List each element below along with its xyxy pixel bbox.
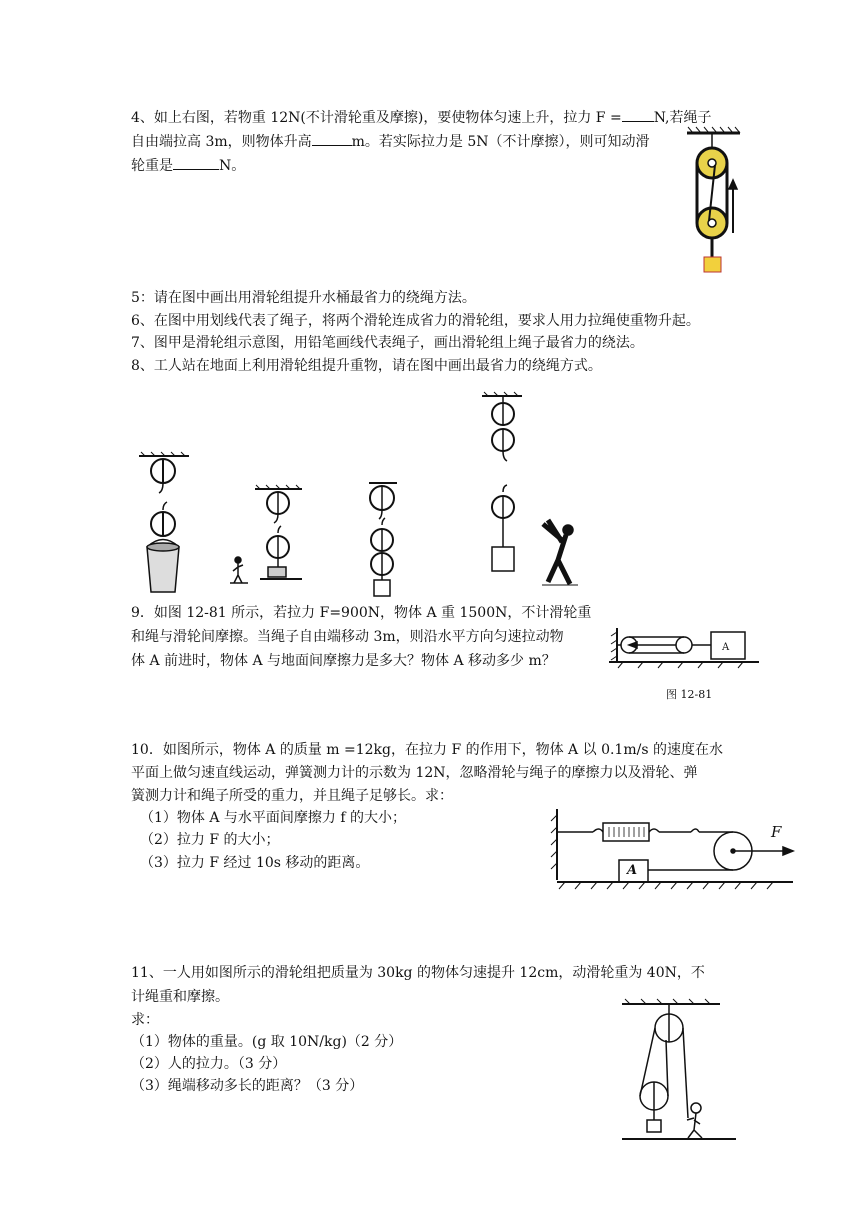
q9-line-2: 和绳与滑轮间摩擦。当绳子自由端移动 3m，则沿水平方向匀速拉动物 [131,629,564,645]
q4-line-1: 4、如上右图，若物重 12N(不计滑轮重及摩擦)，要使物体匀速上升，拉力 F = N,若绳子 [131,107,712,129]
q9-block-label: A [722,642,730,653]
bucket-pulley-figure [137,452,197,597]
q4-line-2: 自由端拉高 3m，则物体升高 m。若实际拉力是 5N（不计摩擦），则可知动滑 [131,131,650,153]
q10-line-1: 10．如图所示，物体 A 的质量 m =12kg，在拉力 F 的作用下，物体 A 以 0.1m/s 的速度在水 [131,742,723,758]
q9-line-1: 9．如图 12-81 所示，若拉力 F=900N，物体 A 重 1500N，不计滑轮重 [131,605,592,621]
vertical-pulleys-figure [363,480,403,600]
q10-sub-1: （1）物体 A 与水平面间摩擦力 f 的大小； [140,810,406,826]
q6-text: 6、在图中用划线代表了绳子，将两个滑轮连成省力的滑轮组，要求人用力拉绳使重物升起。 [131,313,700,329]
q7-text: 7、图甲是滑轮组示意图，用铅笔画线代表绳子，画出滑轮组上绳子最省力的绕法。 [131,335,644,351]
q10-force-label: F [771,823,782,841]
worker-pulley-figure [478,392,588,602]
q9-figure-caption: 图 12-81 [666,688,713,701]
q11-sub-2: （2）人的拉力。（3 分） [131,1056,287,1072]
q11-pulley-person-figure [612,1000,742,1145]
q11-line-2: 计绳重和摩擦。 [131,989,229,1005]
q5-text: 5：请在图中画出用滑轮组提升水桶最省力的绕绳方法。 [131,290,476,306]
q10-sub-3: （3）拉力 F 经过 10s 移动的距离。 [140,855,370,871]
blank-height[interactable] [312,131,352,146]
q10-block-label: A [627,863,638,878]
blank-force[interactable] [622,107,654,122]
q11-sub-1: （1）物体的重量。(g 取 10N/kg)（2 分） [131,1034,403,1050]
q11-line-3: 求： [131,1012,159,1028]
q10-line-3: 簧测力计和绳子所受的重力，并且绳子足够长。求： [131,788,453,804]
q10-line-2: 平面上做匀速直线运动，弹簧测力计的示数为 12N，忽略滑轮与绳子的摩擦力以及滑轮、弹 [131,765,698,781]
pulley-person-figure [230,485,310,610]
q9-horizontal-pulley-figure [603,622,763,672]
blank-pulley-weight[interactable] [173,155,219,170]
q8-text: 8、工人站在地面上利用滑轮组提升重物，请在图中画出最省力的绕绳方式。 [131,358,602,374]
q11-line-1: 11、一人用如图所示的滑轮组把质量为 30kg 的物体匀速提升 12cm，动滑轮重为 40N，不 [131,965,705,981]
q10-spring-pulley-figure [543,805,798,900]
q10-sub-2: （2）拉力 F 的大小； [140,832,280,848]
q4-line-3: 轮重是 N。 [131,155,245,177]
q9-line-3: 体 A 前进时，物体 A 与地面间摩擦力是多大？物体 A 移动多少 m？ [131,653,556,669]
q4-pulley-figure [685,125,745,285]
q11-sub-3: （3）绳端移动多长的距离？（3 分） [131,1078,364,1094]
